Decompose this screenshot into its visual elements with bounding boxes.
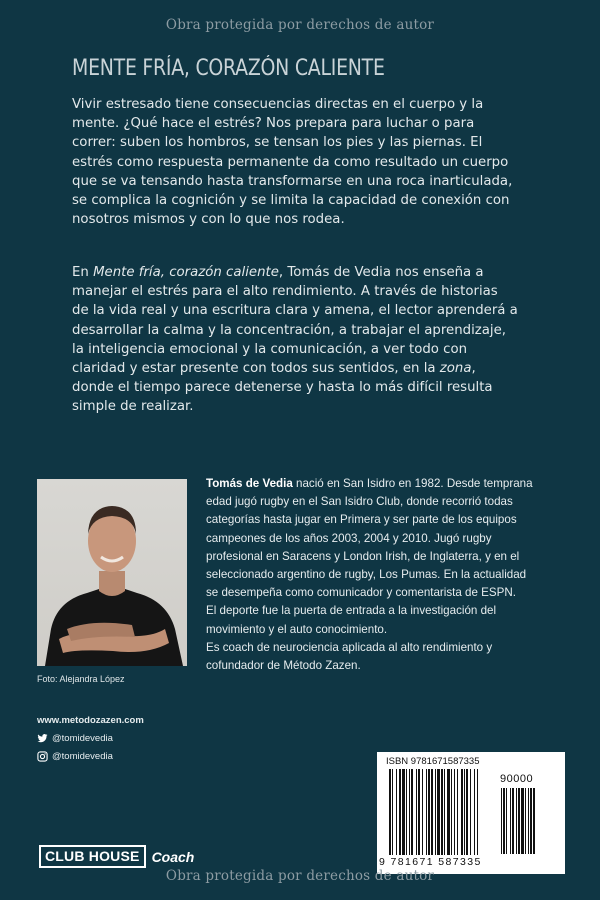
instagram-handle: @tomidevedia	[52, 750, 113, 762]
synopsis-line: desarrollar la calma y la concentración, a trabajar el aprendizaje,	[72, 322, 506, 338]
price-barcode-bar	[521, 788, 524, 854]
isbn-label: ISBN 9781671587335	[386, 756, 480, 767]
publisher-imprint: Coach	[151, 848, 195, 865]
author-photo	[37, 479, 187, 666]
twitter-handle: @tomidevedia	[52, 732, 113, 744]
synopsis-line: mente. ¿Qué hace el estrés? Nos prepara para luchar o para	[72, 116, 475, 132]
bio-line: El deporte fue la puerta de entrada a la investigación del	[206, 604, 497, 618]
barcode-bar	[418, 769, 420, 855]
instagram-row	[37, 747, 144, 765]
synopsis-line: la inteligencia emocional y la comunicación, a ver todo con	[72, 341, 468, 357]
isbn-barcode	[377, 752, 565, 874]
barcode-bar	[447, 769, 450, 855]
price-barcode-bar	[506, 788, 507, 854]
barcode-bar	[426, 769, 427, 855]
isbn-digits: 9 781671 587335	[379, 856, 482, 868]
synopsis-line: nosotros mismos y con lo que nos rodea.	[72, 212, 345, 228]
price-barcode-bar	[501, 788, 502, 854]
synopsis-paragraph-2	[72, 263, 572, 417]
barcode-bar	[474, 769, 475, 855]
price-barcode-bar	[510, 788, 511, 854]
synopsis-line: que se va tensando hasta transformarse en una roca inarticulada,	[72, 173, 513, 189]
bio-line: profesional en Saracens y London Irish, de Inglaterra, y en el	[206, 549, 520, 563]
barcode-bar	[454, 769, 455, 855]
barcode-bar	[457, 769, 458, 855]
zona-italic: zona	[439, 361, 472, 377]
barcode-bar	[399, 769, 401, 855]
bio-line: cofundador de Método Zazen.	[206, 659, 361, 673]
price-barcode-bar	[530, 788, 532, 854]
synopsis-line: simple de realizar.	[72, 399, 194, 415]
barcode-bar	[406, 769, 407, 855]
barcode-bar	[451, 769, 452, 855]
barcode-bar	[428, 769, 430, 855]
barcode-bar	[437, 769, 440, 855]
bio-line: Es coach de neurociencia aplicada al alto rendimiento y	[206, 640, 493, 654]
photo-credit: Foto: Alejandra López	[37, 674, 125, 684]
barcode-bar	[411, 769, 413, 855]
barcode-bar	[396, 769, 397, 855]
synopsis-text: En	[72, 265, 94, 280]
website-link: www.metodozazen.com	[37, 714, 144, 726]
synopsis-text: claridad y estar presente con todos sus sentidos, en la	[72, 361, 440, 377]
bio-line: edad jugó rugby en el San Isidro Club, donde recorrió todas	[206, 495, 513, 509]
synopsis-line: manejar el estrés para el alto rendimiento. A través de historias	[72, 284, 498, 300]
author-links	[37, 711, 144, 765]
instagram-icon	[37, 751, 48, 762]
price-barcode-bar	[528, 788, 529, 854]
barcode-bar	[416, 769, 417, 855]
synopsis-line: se complica la cognición y se limita la capacidad de conexión con	[72, 193, 510, 209]
barcode-bar	[464, 769, 465, 855]
barcode-bar	[389, 769, 391, 855]
book-title-italic: Mente fría, corazón caliente	[93, 265, 279, 280]
synopsis-line: estrés como respuesta permanente da como resultado un cuerpo	[72, 154, 509, 170]
twitter-row	[37, 729, 144, 747]
synopsis-text: , Tomás de Vedia nos enseña a	[278, 265, 484, 280]
barcode-bar	[422, 769, 423, 855]
bio-text: nació en San Isidro en 1982. Desde temprana	[292, 477, 533, 490]
price-barcode-bar	[518, 788, 520, 854]
price-barcode-bar	[512, 788, 514, 854]
copyright-watermark-bottom: Obra protegida por derechos de autor	[165, 868, 435, 884]
synopsis-line: correr: suben los hombros, se tensan los pies y las piernas. El	[72, 135, 483, 151]
barcode-bar	[444, 769, 445, 855]
author-name: Tomás de Vedia	[206, 477, 293, 490]
twitter-icon	[37, 733, 48, 744]
barcode-bar	[470, 769, 471, 855]
barcode-bar	[435, 769, 436, 855]
price-barcode-bar	[516, 788, 517, 854]
barcode-bar	[477, 769, 478, 855]
publisher-logo	[39, 845, 194, 868]
barcode-bar	[392, 769, 393, 855]
bio-line: categorías hasta jugar en Primera y ser parte de los equipos	[206, 513, 517, 527]
bio-line: campeones de los años 2003, 2004 y 2010. Jugó rugby	[206, 531, 492, 545]
barcode-bar	[466, 769, 468, 855]
synopsis-paragraph-1	[72, 95, 572, 229]
price-code: 90000	[500, 773, 534, 785]
price-barcode-bar	[503, 788, 505, 854]
synopsis-line: Vivir estresado tiene consecuencias directas en el cuerpo y la	[72, 97, 484, 112]
bio-line: se desempeña como comunicador y comentarista de ESPN.	[206, 586, 516, 600]
publisher-name: CLUB HOUSE	[39, 845, 146, 868]
author-bio	[206, 475, 554, 675]
bio-line: seleccionado argentino de rugby, Los Pumas. En la actualidad	[206, 568, 527, 582]
website-row	[37, 711, 144, 729]
barcode-bar	[402, 769, 405, 855]
barcode-bar	[431, 769, 433, 855]
barcode-bar	[461, 769, 463, 855]
synopsis-line: de la vida real y una escritura clara y amena, el lector aprenderá a	[72, 303, 518, 319]
synopsis-line: donde el tiempo parece detenerse y hasta lo más difícil resulta	[72, 380, 493, 396]
barcode-bar	[409, 769, 410, 855]
copyright-watermark-top: Obra protegida por derechos de autor	[165, 17, 435, 33]
price-barcode-bar	[525, 788, 526, 854]
synopsis-text: ,	[471, 361, 476, 377]
book-title: MENTE FRÍA, CORAZÓN CALIENTE	[72, 56, 385, 81]
price-barcode-bar	[533, 788, 535, 854]
barcode-bar	[441, 769, 443, 855]
bio-line: movimiento y el auto conocimiento.	[206, 622, 388, 636]
